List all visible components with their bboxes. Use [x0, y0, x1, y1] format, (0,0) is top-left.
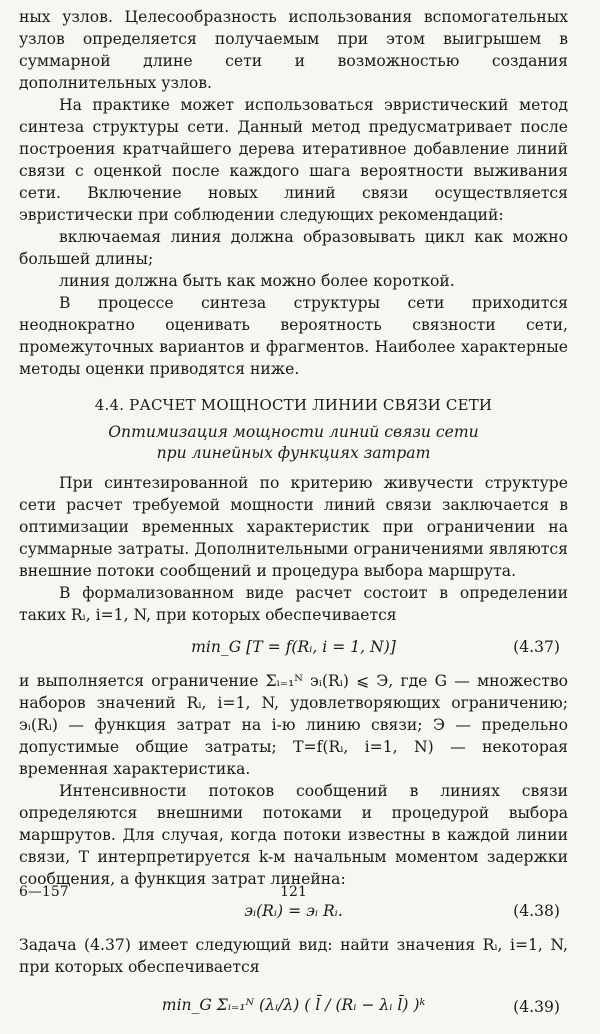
formula-expression: min_G [T = f(Rᵢ, i = 1, N)]	[191, 638, 396, 656]
subsection-heading	[19, 422, 568, 464]
paragraph: При синтезированной по критерию живучести структуре сети расчет требуемой мощности линий связи заключается в оптимизации временных характеристик при ограничении на суммарные затраты. Дополнительными ограничениями являются внешние потоки сообщений и процедура выбора маршрута.	[19, 474, 568, 580]
formula-number: (4.38)	[513, 902, 560, 920]
paragraph: В процессе синтеза структуры сети приходится неоднократно оценивать вероятность связности сети, промежуточных вариантов и фрагментов. Наиболее характерные методы оценки приводятся ниже.	[19, 294, 568, 378]
paragraph: ных узлов. Целесообразность использования вспомогательных узлов определяется получаемым при этом выигрышем в суммарной длине сети и возможностью создания дополнительных узлов.	[19, 8, 568, 92]
formula-4-37	[19, 630, 568, 666]
paragraph: линия должна быть как можно более короткой.	[59, 272, 455, 290]
subheading-line: Оптимизация мощности линий связи сети	[108, 423, 479, 441]
subheading-line: при линейных функциях затрат	[156, 444, 431, 462]
formula-number: (4.37)	[513, 638, 560, 656]
page-footer	[19, 881, 568, 907]
section-heading: 4.4. РАСЧЕТ МОЩНОСТИ ЛИНИИ СВЯЗИ СЕТИ	[94, 396, 493, 414]
formula-expression: min_G Σᵢ₌₁ᴺ (λᵢ/λ) ( l̄ / (Rᵢ − λᵢ l̄) )ᵏ	[161, 996, 426, 1014]
paragraph: На практике может использоваться эвристический метод синтеза структуры сети. Данный метод предусматривает после построения кратчайшего дерева итеративное добавление линий связи с оценкой после каждого шага вероятности выживания сети. Включение новых линий связи осуществляется эвристически при соблюдении следующих рекомендаций:	[19, 96, 568, 224]
formula-expression: эᵢ(Rᵢ) = эᵢ Rᵢ.	[244, 902, 343, 920]
paragraph: включаемая линия должна образовывать цикл как можно большей длины;	[19, 228, 568, 268]
paragraph: и выполняется ограничение Σᵢ₌₁ᴺ эᵢ(Rᵢ) ⩽ Э, где G — множество наборов значений Rᵢ, i=1, N, удовлетворяющих ограничению; эᵢ(Rᵢ) — функция затрат на i-ю линию связи; Э — предельно допустимые общие затраты; T=f(Rᵢ, i=1, N) — некоторая временная характеристика.	[19, 672, 568, 778]
paragraph: Задача (4.37) имеет следующий вид: найти значения Rᵢ, i=1, N, при которых обеспечивается	[19, 936, 568, 976]
formula-4-39	[19, 982, 568, 1034]
printer-signature: 6—157	[19, 884, 69, 900]
paragraph: Интенсивности потоков сообщений в линиях связи определяются внешними потоками и процедурой выбора маршрутов. Для случая, когда потоки известны в каждой линии связи, T интерпретируется k-м начальным моментом задержки сообщения, а функция затрат линейна:	[19, 782, 568, 888]
paragraph: В формализованном виде расчет состоит в определении таких Rᵢ, i=1, N, при которых обеспечивается	[19, 584, 568, 624]
page-number: 121	[280, 884, 307, 900]
formula-number: (4.39)	[513, 998, 560, 1016]
